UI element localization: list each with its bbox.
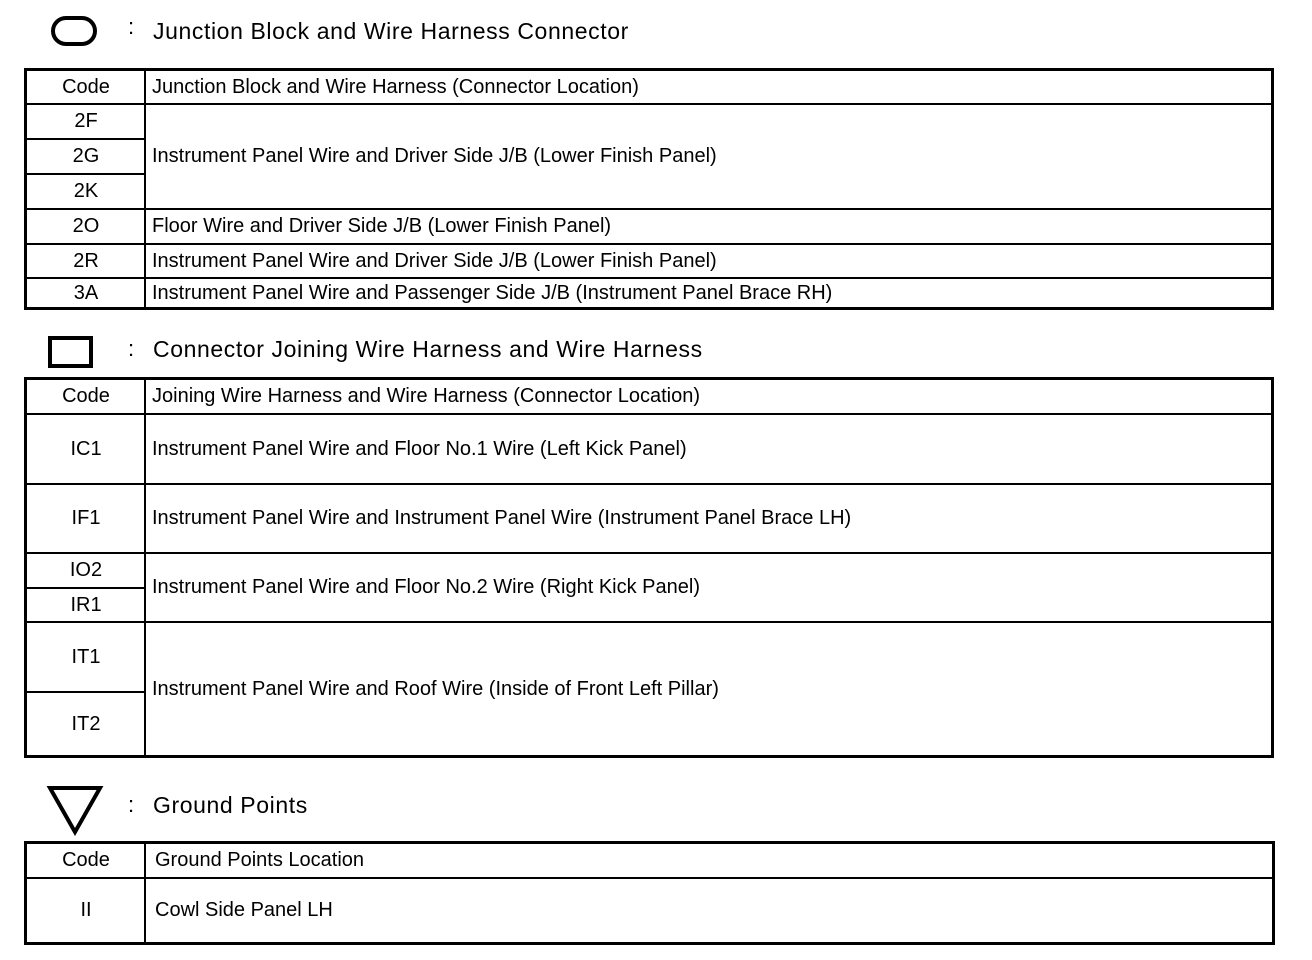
desc-cell: Instrument Panel Wire and Floor No.2 Wire (Right Kick Panel) — [152, 576, 700, 598]
table-header-desc: Ground Points Location — [155, 849, 365, 871]
code-cell: II — [80, 899, 92, 921]
code-cell: 2O — [72, 215, 100, 237]
section-ground-points-header — [0, 780, 1312, 830]
section-colon: : — [128, 336, 135, 361]
code-cell: 2R — [73, 249, 99, 272]
section-title: Ground Points — [153, 792, 308, 818]
section-connector-joining-header — [0, 326, 1312, 376]
desc-cell: Instrument Panel Wire and Passenger Side J/B (Instrument Panel Brace RH) — [152, 281, 833, 304]
section-colon: : — [128, 792, 135, 817]
code-cell: 3A — [73, 281, 99, 304]
code-cell: IC1 — [70, 437, 102, 460]
code-cell: 2K — [73, 180, 99, 202]
section-title: Connector Joining Wire Harness and Wire Harness — [153, 336, 703, 362]
section-title: Junction Block and Wire Harness Connector — [153, 18, 629, 44]
desc-cell: Floor Wire and Driver Side J/B (Lower Finish Panel) — [152, 215, 612, 237]
code-cell: 2F — [74, 110, 98, 132]
code-cell: IR1 — [70, 593, 102, 616]
desc-cell: Cowl Side Panel LH — [155, 899, 333, 921]
section-junction-block-header — [0, 8, 1312, 58]
rectangle-icon — [46, 334, 96, 372]
desc-cell: Instrument Panel Wire and Driver Side J/B (Lower Finish Panel) — [152, 145, 717, 167]
junction-block-table — [24, 68, 1274, 310]
code-cell: IT2 — [71, 712, 101, 735]
table-header-desc: Junction Block and Wire Harness (Connector Location) — [152, 76, 639, 98]
code-cell: IT1 — [71, 645, 101, 668]
table-header-code: Code — [62, 385, 110, 407]
desc-cell: Instrument Panel Wire and Roof Wire (Inside of Front Left Pillar) — [152, 677, 719, 700]
section-colon: : — [128, 14, 135, 39]
table-header-code: Code — [62, 76, 110, 98]
ground-points-table — [24, 841, 1275, 945]
code-cell: IO2 — [69, 559, 103, 581]
connector-joining-table — [24, 377, 1274, 758]
desc-cell: Instrument Panel Wire and Floor No.1 Wire (Left Kick Panel) — [152, 437, 687, 460]
code-cell: 2G — [72, 145, 100, 167]
code-cell: IF1 — [71, 507, 101, 529]
rounded-rectangle-icon — [50, 14, 100, 50]
desc-cell: Instrument Panel Wire and Instrument Panel Wire (Instrument Panel Brace LH) — [152, 507, 852, 529]
triangle-down-icon — [46, 784, 104, 836]
table-header-code: Code — [62, 849, 110, 871]
desc-cell: Instrument Panel Wire and Driver Side J/B (Lower Finish Panel) — [152, 249, 717, 272]
table-header-desc: Joining Wire Harness and Wire Harness (Connector Location) — [152, 385, 701, 407]
